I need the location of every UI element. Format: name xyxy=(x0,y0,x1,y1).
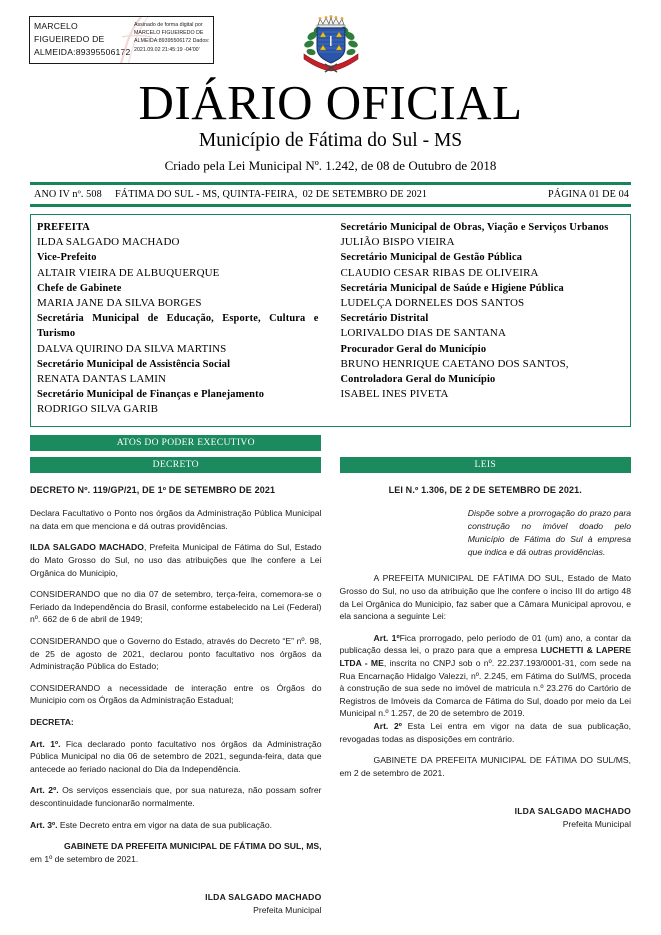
decree-closing-rest: em 1º de setembro de 2021. xyxy=(30,853,139,864)
signature-metadata: Assinado de forma digital por MARCELO FIGUEIREDO DE ALMEIDA:89395506172 Dados: 2021.09.02 21:45:19 -04'00' xyxy=(134,22,210,53)
bar-decreto: DECRETO xyxy=(30,457,321,473)
official-role: Vice-Prefeito xyxy=(37,252,97,264)
decree-signer-name: ILDA SALGADO MACHADO xyxy=(205,892,322,903)
official-name: JULIÃO BISPO VIEIRA xyxy=(340,236,455,249)
municipal-crest-icon xyxy=(300,12,362,74)
official-name: DALVA QUIRINO DA SILVA MARTINS xyxy=(37,342,227,355)
decree-signer-title: Prefeita Municipal xyxy=(253,904,322,915)
section-bars-row xyxy=(30,457,631,473)
official-role: Secretário Distrital xyxy=(340,313,429,325)
law-article-2 xyxy=(340,720,631,745)
header-rule-bottom xyxy=(30,204,631,207)
page-title: DIÁRIO OFICIAL xyxy=(138,75,523,130)
officials-column-left xyxy=(37,220,331,418)
decree-art3-label: Art. 3º. xyxy=(30,819,58,830)
official-role: Chefe de Gabinete xyxy=(37,282,122,294)
edition-info: ANO IV nº. 508 FÁTIMA DO SUL - MS, QUINTA-FEIRA, 02 DE SETEMBRO DE 2021 xyxy=(34,189,428,200)
decree-considering-2: CONSIDERANDO que o Governo do Estado, através do Decreto “E” nº. 98, de 25 de agosto de 2021, declarou ponto facultativo nos órgãos da Administração Pública do Estado; xyxy=(30,635,322,672)
officials-column-right xyxy=(331,220,625,418)
law-art1-part2: , inscrita no CNPJ sob o nº. 22.237.193/0001-31, com sede na Rua Encarnação Hidalgo Valezzi, nº. 2.245, em Fátima do Sul/MS, proceda à construção de sua sede no imóvel de matricula n.º 23.276 do Cartório de Registros de Imóveis da Comarca de Fátima do Sul, doado por meio da Lei Municipal n.º 1.257, de 20 de setembro de 2019. xyxy=(339,657,632,719)
decree-article-3 xyxy=(30,819,321,832)
law-signer-name: ILDA SALGADO MACHADO xyxy=(514,806,631,817)
law-art1-label: Art. 1º xyxy=(373,632,400,643)
law-column xyxy=(340,484,631,917)
masthead-law-line: Criado pela Lei Municipal Nº. 1.242, de 08 de Outubro de 2018 xyxy=(164,158,497,173)
law-signer-title: Prefeita Municipal xyxy=(562,818,631,829)
digital-signature-stamp xyxy=(29,16,214,64)
official-role: Secretário Municipal de Gestão Pública xyxy=(340,252,523,264)
decree-art2-text: Os serviços essenciais que, por sua natureza, não possam sofrer descontinuidade funcionarão normalmente. xyxy=(30,785,322,808)
official-role: Secretário Municipal de Finanças e Planejamento xyxy=(37,389,265,401)
decree-considering-1: CONSIDERANDO que no dia 07 de setembro, terça-feira, comemora-se o Feriado da Independência do Brasil, conforme estabelecido na Lei (Federal) nº. 662 de 6 de abril de 1949; xyxy=(30,589,322,625)
decree-art2-label: Art. 2º. xyxy=(30,785,59,796)
law-art1-part1: Fica prorrogado, pelo período de 01 (um) ano, a contar da publicação dessa lei, o prazo para que a empresa xyxy=(339,632,632,656)
masthead-subtitle: Município de Fátima do Sul - MS xyxy=(198,130,463,151)
official-name: RENATA DANTAS LAMIN xyxy=(37,373,167,386)
bar-atos-poder-executivo: ATOS DO PODER EXECUTIVO xyxy=(30,435,321,451)
official-role: Procurador Geral do Município xyxy=(340,343,487,355)
law-preamble xyxy=(340,572,631,622)
bar-leis: LEIS xyxy=(340,457,631,473)
body-columns xyxy=(30,484,631,917)
official-role: PREFEITA xyxy=(37,222,90,233)
decree-considering-3: CONSIDERANDO a necessidade de interação entre os Órgãos do Municipio com os Órgãos da Administração Estadual; xyxy=(30,682,322,706)
law-preamble-rest: , Estado de Mato Grosso do Sul, no uso da atribuição que lhe confere o inciso III do artigo 48 da Lei Orgânica do Municipio, faz saber que a Câmara Municipal aprovou, e ela sanciona a seguinte Lei: xyxy=(339,573,631,622)
official-name: CLAUDIO CESAR RIBAS DE OLIVEIRA xyxy=(340,266,539,279)
official-role: Controladora Geral do Município xyxy=(340,374,496,386)
law-ementa: Dispõe sobre a prorrogação do prazo para construção no imóvel doado pelo Município de Fátima do Sul à empresa que indica e dá outras providências. xyxy=(467,508,631,557)
decree-signature-block xyxy=(30,891,321,916)
official-name: RODRIGO SILVA GARIB xyxy=(37,403,159,416)
decree-article-2 xyxy=(30,784,321,809)
law-closing: GABINETE DA PREFEITA MUNICIPAL DE FÁTIMA DO SUL/MS, em 2 de setembro de 2021. xyxy=(339,755,631,778)
decree-preamble-rest: , Prefeita Municipal de Fátima do Sul, Estado do Mato Grosso do Sul, no uso das atribuições que lhe confere a Lei Orgânica do Municipio, xyxy=(30,542,322,578)
law-signature-block xyxy=(340,805,631,830)
official-role: Secretário Municipal de Obras, Viação e Serviços Urbanos xyxy=(340,222,609,233)
executive-section-header xyxy=(30,435,631,451)
decree-heading: DECRETO Nº. 119/GP/21, DE 1º DE SETEMBRO DE 2021 xyxy=(30,484,276,495)
decree-closing-bold: GABINETE DA PREFEITA MUNICIPAL DE FÁTIMA DO SUL, MS, xyxy=(64,841,322,852)
decree-decreta-label: DECRETA: xyxy=(30,716,74,727)
decree-column xyxy=(30,484,321,917)
decree-art1-text: Fica declarado ponto facultativo nos órgãos da Administração Pública Municipal no dia 06 de setembro de 2021, segunda-feira, data que antecede ao feriado nacional do Dia da Independência. xyxy=(30,738,322,774)
law-preamble-bold: A PREFEITA MUNICIPAL DE FÁTIMA DO SUL xyxy=(373,573,562,584)
official-name: ALTAIR VIEIRA DE ALBUQUERQUE xyxy=(37,266,220,279)
signature-subject-name: MARCELO FIGUEIREDO DE ALMEIDA:89395506172 xyxy=(34,21,131,57)
decree-art1-label: Art. 1º. xyxy=(30,738,61,749)
decree-preamble xyxy=(30,541,321,579)
decree-art3-text: Este Decreto entra em vigor na data de sua publicação. xyxy=(57,819,272,830)
edition-bar xyxy=(30,185,631,204)
page-number: PÁGINA 01 DE 04 xyxy=(547,189,629,200)
official-name: MARIA JANE DA SILVA BORGES xyxy=(37,297,202,310)
decree-preamble-name: ILDA SALGADO MACHADO xyxy=(30,542,144,553)
official-name: ILDA SALGADO MACHADO xyxy=(37,236,180,249)
decree-closing xyxy=(30,840,321,865)
official-name: ISABEL INES PIVETA xyxy=(340,388,449,401)
decree-ementa: Declara Facultativo o Ponto nos órgãos da Administração Pública Municipal na data em que menciona e dá outras providências. xyxy=(30,508,322,531)
law-art2-text: Esta Lei entra em vigor na data de sua publicação, revogadas todas as disposições em contrário. xyxy=(339,720,632,744)
law-art2-label: Art. 2º xyxy=(373,720,402,731)
official-role: Secretária Municipal de Saúde e Higiene Pública xyxy=(340,282,564,294)
official-name: LUDELÇA DORNELES DOS SANTOS xyxy=(340,297,525,310)
law-art1-company: LUCHETTI & LAPERE LTDA - ME xyxy=(339,645,631,668)
law-heading: LEI N.º 1.306, DE 2 DE SETEMBRO DE 2021. xyxy=(388,484,582,495)
official-name: LORIVALDO DIAS DE SANTANA xyxy=(340,327,506,340)
decree-article-1 xyxy=(30,738,321,776)
official-name: BRUNO HENRIQUE CAETANO DOS SANTOS, xyxy=(340,357,569,370)
official-role: Secretária Municipal de Educação, Esporte, Cultura e Turismo xyxy=(37,313,319,340)
officials-box xyxy=(30,214,631,427)
law-article-1 xyxy=(340,632,631,720)
official-role: Secretário Municipal de Assistência Social xyxy=(37,358,231,370)
